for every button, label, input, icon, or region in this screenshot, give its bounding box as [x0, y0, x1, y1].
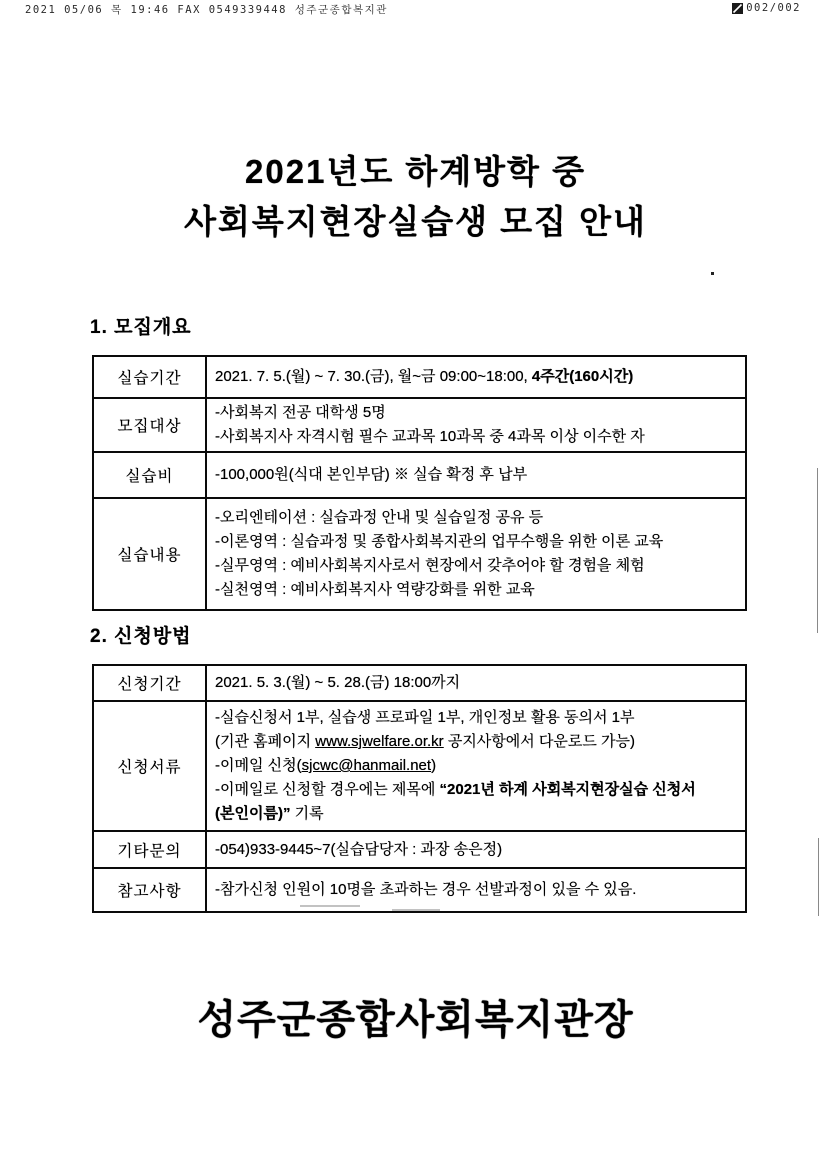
- row-value-period: 2021. 7. 5.(월) ~ 7. 30.(금), 월~금 09:00~18:00, 4주간(160시간): [206, 356, 746, 398]
- scan-artifact-line: [818, 838, 819, 916]
- recruitment-overview-table: [92, 355, 747, 611]
- table-row: [93, 498, 746, 610]
- row-value-fee: -100,000원(식대 본인부담) ※ 실습 확정 후 납부: [206, 452, 746, 498]
- fax-page-count: 002/002: [746, 2, 801, 14]
- row-value-content: -오리엔테이션 : 실습과정 안내 및 실습일정 공유 등 -이론영역 : 실습과정 및 종합사회복지관의 업무수행을 위한 이론 교육 -실무영역 : 예비사회복지사로서 현장에서 갖추어야 할 경험을 체험 -실천영역 : 예비사회복지사 역량강화를 위한 교육: [206, 498, 746, 610]
- fax-page-icon: [732, 3, 743, 14]
- table-row: [93, 452, 746, 498]
- fax-header: [0, 1, 831, 17]
- signature-title: 성주군종합사회복지관장: [197, 998, 634, 1042]
- document-title: [0, 147, 831, 247]
- row-label-apply-period: 신청기간: [93, 665, 206, 701]
- table-row: [93, 665, 746, 701]
- row-value-documents: -실습신청서 1부, 실습생 프로파일 1부, 개인정보 활용 동의서 1부 (기관 홈페이지 www.sjwelfare.or.kr 공지사항에서 다운로드 가능) -이메일 신청(sjcwc@hanmail.net) -이메일로 신청할 경우에는 제목에 “2021년 하계 사회복지현장실습 신청서 (본인이름)” 기록: [206, 701, 746, 831]
- email-link-text: sjcwc@hanmail.net: [301, 757, 432, 774]
- scan-smudge: [392, 909, 440, 911]
- row-value-apply-period: 2021. 5. 3.(월) ~ 5. 28.(금) 18:00까지: [206, 665, 746, 701]
- row-label-documents: 신청서류: [93, 701, 206, 831]
- fax-page-counter: [732, 2, 801, 14]
- row-label-fee: 실습비: [93, 452, 206, 498]
- row-label-period: 실습기간: [93, 356, 206, 398]
- row-value-contact: -054)933-9445~7(실습담당자 : 과장 송은정): [206, 831, 746, 868]
- section1-heading: 1. 모집개요: [90, 317, 192, 338]
- table-row: [93, 398, 746, 452]
- row-value-target: -사회복지 전공 대학생 5명 -사회복지사 자격시험 필수 교과목 10과목 중 4과목 이상 이수한 자: [206, 398, 746, 452]
- row-value-note: -참가신청 인원이 10명을 초과하는 경우 선발과정이 있을 수 있음.: [206, 868, 746, 912]
- document-title-line1: 2021년도 하계방학 중: [245, 153, 586, 190]
- row-label-target: 모집대상: [93, 398, 206, 452]
- table-row: [93, 356, 746, 398]
- table-row: [93, 831, 746, 868]
- website-link-text: www.sjwelfare.or.kr: [315, 733, 444, 750]
- fax-header-info: 2021 05/06 목 19:46 FAX 0549339448 성주군종합복지관: [25, 4, 388, 16]
- row-label-contact: 기타문의: [93, 831, 206, 868]
- table-row: [93, 701, 746, 831]
- scan-artifact-line: [817, 468, 818, 633]
- row-label-content: 실습내용: [93, 498, 206, 610]
- row-label-note: 참고사항: [93, 868, 206, 912]
- document-title-line2: 사회복지현장실습생 모집 안내: [184, 203, 647, 240]
- application-method-table: [92, 664, 747, 913]
- table-row: [93, 868, 746, 912]
- scan-smudge: [300, 905, 360, 907]
- scan-speck: [711, 272, 714, 275]
- section2-heading: 2. 신청방법: [90, 626, 192, 647]
